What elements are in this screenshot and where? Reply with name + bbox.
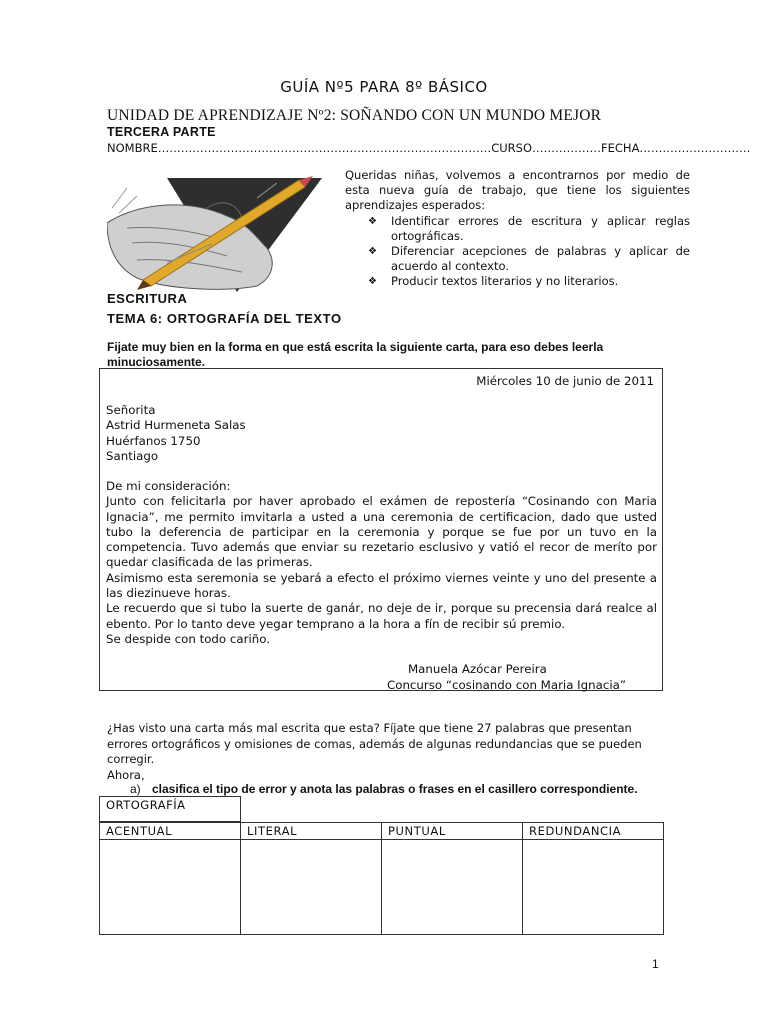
table-row	[100, 840, 664, 935]
reading-instruction: Fijate muy bien en la forma en que está escrita la siguiente carta, para eso debes leerla minuciosamente.	[107, 340, 604, 369]
list-item: ❖ Producir textos literarios y no literarios.	[368, 274, 619, 289]
diamond-bullet-icon: ❖	[368, 215, 377, 227]
letter-paragraph: Le recuerdo que si tubo la suerte de ganár, no deje de ir, porque su precensia dará realce al ebento. Por lo tanto deve yegar temprano a la hora a fín de recibir sú premio.	[106, 601, 657, 631]
letter-signature-org: Concurso “cosinando con Maria Ignacia”	[387, 678, 626, 692]
part-label: TERCERA PARTE	[107, 125, 216, 139]
diamond-bullet-icon: ❖	[368, 276, 377, 288]
letter-address	[106, 403, 246, 464]
letter-date: Miércoles 10 de junio de 2011	[476, 374, 654, 388]
letter-signature: Manuela Azócar Pereira	[408, 662, 547, 676]
question-ahora: Ahora,	[107, 767, 145, 782]
column-header-literal: LITERAL	[241, 823, 382, 840]
letter-paragraph: Se despide con todo cariño.	[106, 631, 270, 646]
answer-cell-puntual[interactable]	[382, 840, 523, 935]
objectives-list	[345, 214, 690, 290]
table-group-header: ORTOGRAFÍA	[99, 796, 241, 822]
unit-title: UNIDAD DE APRENDIZAJE Nº2: SOÑANDO CON UN MUNDO MEJOR	[107, 107, 602, 124]
table-header-row	[100, 823, 664, 840]
answer-cell-acentual[interactable]	[100, 840, 241, 935]
question-block	[107, 721, 652, 783]
error-classification-table	[99, 822, 664, 935]
letter-paragraph: Asimismo esta seremonia se yebará a efecto el próximo viernes veinte y uno del presente a las diezinueve horas.	[106, 570, 657, 601]
letter-paragraph: Junto con felicitarla por haver aprobado el exámen de repostería “Cosinando con Maria Ignacia”, me permito imvitarla a usted a una ceremonia de certificacion, dado que usted tubo la deferencia de participar en la ceremonia y porque se fue por un tuvo en la competencia. Tuvo además que enviar su rezetario esclusivo y vatió el recor de meríto por quedar clasificada de las primeras.	[106, 494, 657, 570]
letter-paragraph: De mi consideración:	[106, 479, 231, 493]
column-header-puntual: PUNTUAL	[382, 823, 523, 840]
item-text: clasifica el tipo de error y anota las palabras o frases en el casillero correspondiente.	[152, 782, 638, 796]
item-label: a)	[130, 782, 141, 796]
topic-heading: TEMA 6: ORTOGRAFÍA DEL TEXTO	[107, 311, 342, 326]
column-header-acentual: ACENTUAL	[100, 823, 241, 840]
page-title: GUÍA Nº5 PARA 8º BÁSICO	[280, 78, 488, 96]
address-line: Santiago	[106, 448, 159, 463]
list-item: ❖ Diferenciar acepciones de palabras y aplicar de acuerdo al contexto.	[368, 244, 690, 274]
page-number: 1	[652, 957, 659, 971]
address-line: Astrid Hurmeneta Salas	[106, 418, 246, 433]
answer-cell-literal[interactable]	[241, 840, 382, 935]
hand-pencil-illustration	[107, 168, 335, 292]
address-line: Huérfanos 1750	[106, 433, 201, 448]
diamond-bullet-icon: ❖	[368, 246, 377, 258]
intro-text: Queridas niñas, volvemos a encontrarnos por medio de esta nueva guía de trabajo, que tiene los siguientes aprendizajes esperados:	[345, 168, 690, 213]
section-heading: ESCRITURA	[107, 291, 188, 306]
letter-box	[99, 368, 663, 691]
list-item: ❖ Identificar errores de escritura y aplicar reglas ortográficas.	[368, 213, 690, 243]
student-info-line: NOMBRE……………………………………………………………………………CURSO………………FECHA………………………..	[107, 141, 751, 155]
task-instruction	[130, 782, 638, 796]
intro-block	[345, 168, 690, 290]
column-header-redundancia: REDUNDANCIA	[523, 823, 664, 840]
address-line: Señorita	[106, 403, 156, 417]
answer-cell-redundancia[interactable]	[523, 840, 664, 935]
question-text: ¿Has visto una carta más mal escrita que esta? Fíjate que tiene 27 palabras que presentan errores ortográficos y omisiones de comas, además de algunas redundancias que se pueden corregir.	[107, 721, 642, 766]
letter-body	[106, 479, 657, 647]
